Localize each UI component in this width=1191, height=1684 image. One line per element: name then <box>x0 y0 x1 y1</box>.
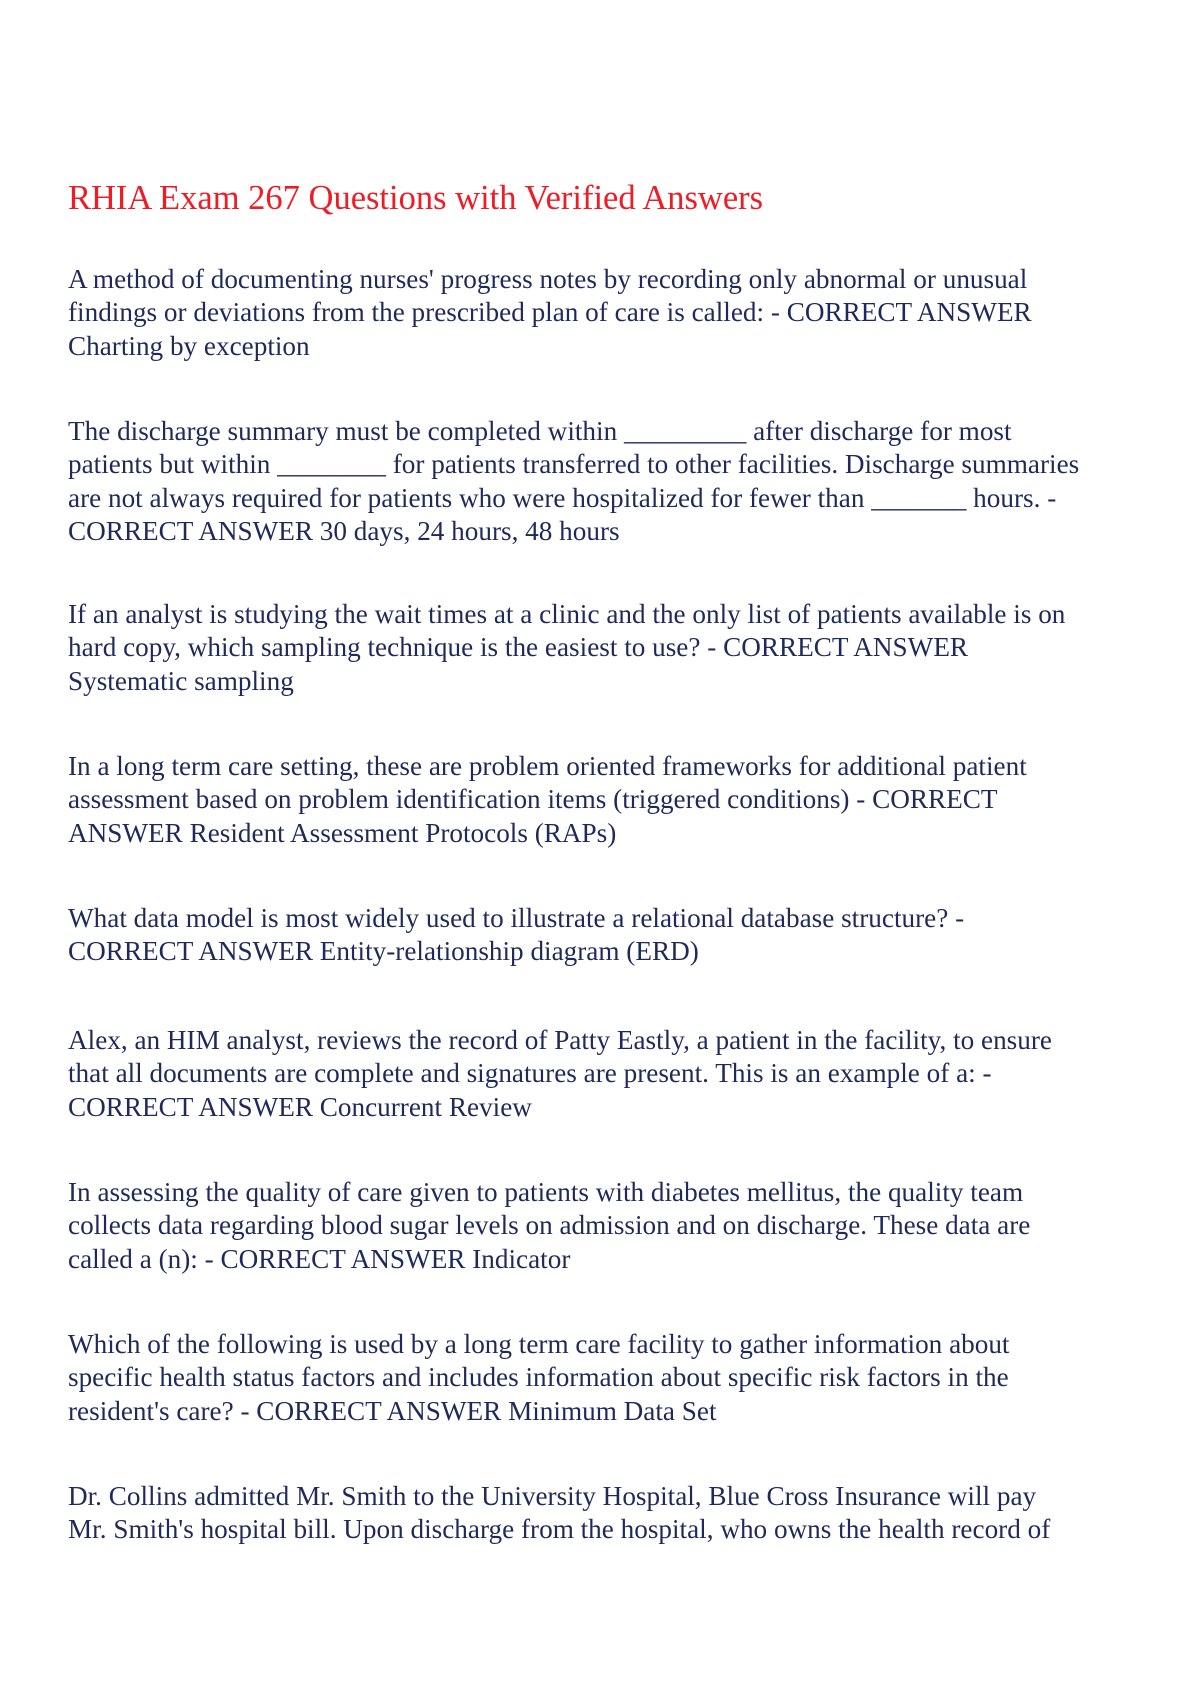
qa-line: CORRECT ANSWER Entity-relationship diagram (ERD) <box>68 936 699 967</box>
qa-line: called a (n): - CORRECT ANSWER Indicator <box>68 1243 571 1274</box>
qa-line: Which of the following is used by a long term care facility to gather information about <box>68 1329 1010 1359</box>
qa-line: assessment based on problem identification items (triggered conditions) - CORRECT <box>68 784 998 815</box>
qa-line: Dr. Collins admitted Mr. Smith to the University Hospital, Blue Cross Insurance will pay <box>68 1481 1037 1511</box>
qa-line: Charting by exception <box>68 330 310 361</box>
qa-item-8 <box>68 1328 1128 1428</box>
qa-item-4 <box>68 750 1128 850</box>
qa-line: If an analyst is studying the wait times at a clinic and the only list of patients available is on <box>68 599 1066 629</box>
qa-line: hard copy, which sampling technique is the easiest to use? - CORRECT ANSWER <box>68 632 969 663</box>
qa-item-2 <box>68 415 1128 549</box>
qa-item-7 <box>68 1176 1128 1276</box>
qa-line: CORRECT ANSWER Concurrent Review <box>68 1091 532 1122</box>
qa-item-1 <box>68 263 1128 363</box>
qa-line: CORRECT ANSWER 30 days, 24 hours, 48 hours <box>68 516 620 547</box>
qa-line: In assessing the quality of care given to patients with diabetes mellitus, the quality team <box>68 1177 1024 1207</box>
qa-line: findings or deviations from the prescribed plan of care is called: - CORRECT ANSWER <box>68 297 1032 328</box>
qa-item-6 <box>68 1024 1128 1124</box>
qa-item-9 <box>68 1480 1128 1547</box>
qa-line: ANSWER Resident Assessment Protocols (RAPs) <box>68 817 617 848</box>
qa-line: that all documents are complete and signatures are present. This is an example of a: - <box>68 1058 992 1089</box>
qa-line: A method of documenting nurses' progress notes by recording only abnormal or unusual <box>68 264 1028 294</box>
qa-item-3 <box>68 598 1128 698</box>
document-title: RHIA Exam 267 Questions with Verified Answers <box>68 179 764 217</box>
qa-line: are not always required for patients who were hospitalized for fewer than _______ hours. - <box>68 482 1057 513</box>
qa-line: Mr. Smith's hospital bill. Upon discharge from the hospital, who owns the health record of <box>68 1514 1051 1545</box>
qa-line: The discharge summary must be completed within _________ after discharge for most <box>68 416 1012 446</box>
qa-line: What data model is most widely used to illustrate a relational database structure? - <box>68 903 965 933</box>
qa-line: Alex, an HIM analyst, reviews the record of Patty Eastly, a patient in the facility, to ensure <box>68 1025 1052 1055</box>
qa-line: patients but within ________ for patients transferred to other facilities. Discharge summaries <box>68 449 1080 480</box>
qa-line: In a long term care setting, these are problem oriented frameworks for additional patient <box>68 751 1027 781</box>
qa-item-5 <box>68 902 1128 969</box>
qa-line: collects data regarding blood sugar levels on admission and on discharge. These data are <box>68 1210 1031 1241</box>
qa-line: Systematic sampling <box>68 665 294 696</box>
qa-line: specific health status factors and includes information about specific risk factors in the <box>68 1362 1009 1393</box>
qa-line: resident's care? - CORRECT ANSWER Minimum Data Set <box>68 1395 717 1426</box>
